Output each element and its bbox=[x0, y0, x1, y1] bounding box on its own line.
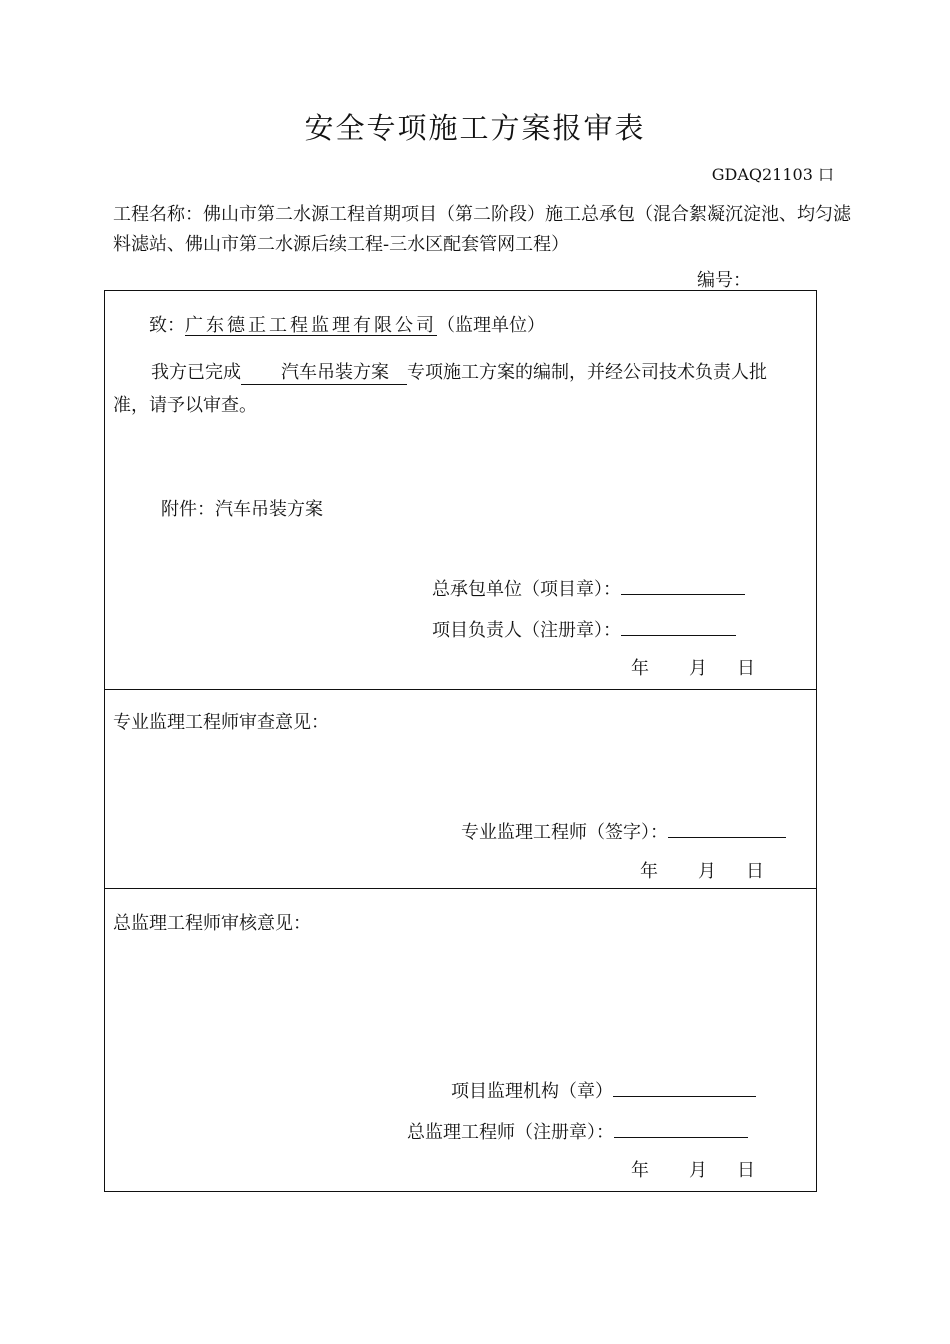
recipient-name: 广东德正工程监理有限公司 bbox=[185, 315, 437, 336]
project-label: 工程名称： bbox=[113, 204, 203, 225]
body-line1-suffix: 专项施工方案的编制，并经公司技术负责人批 bbox=[407, 362, 767, 383]
supervision-org-label: 项目监理机构（章） bbox=[451, 1081, 613, 1102]
contractor-seal-blank[interactable] bbox=[621, 576, 745, 595]
supervision-org-line bbox=[451, 1077, 756, 1103]
date-line-2 bbox=[640, 857, 764, 883]
form-code: GDAQ21103 口 bbox=[711, 165, 834, 184]
body-line-2: 准，请予以审查。 bbox=[113, 395, 257, 416]
contractor-label: 总承包单位（项目章）： bbox=[432, 579, 621, 600]
manager-seal-blank[interactable] bbox=[621, 617, 736, 636]
day-label: 日 bbox=[737, 658, 755, 679]
year-label: 年 bbox=[631, 658, 649, 679]
manager-seal-line bbox=[432, 616, 736, 642]
chief-review-heading: 总监理工程师审核意见： bbox=[113, 913, 311, 934]
engineer-review-heading: 专业监理工程师审查意见： bbox=[113, 712, 329, 733]
date-line-3 bbox=[631, 1156, 755, 1182]
body-prefix: 我方已完成 bbox=[151, 362, 241, 383]
chief-sign-line bbox=[407, 1118, 748, 1144]
engineer-review-section bbox=[104, 689, 817, 889]
month-label: 月 bbox=[689, 1160, 707, 1181]
recipient-suffix: （监理单位） bbox=[437, 315, 545, 336]
month-label: 月 bbox=[689, 658, 707, 679]
body-line-1 bbox=[151, 358, 767, 385]
number-label: 编号： bbox=[697, 270, 751, 291]
project-name: 佛山市第二水源工程首期项目（第二阶段）施工总承包（混合絮凝沉淀池、均匀滤料滤站、佛山市第二水源后续工程-三水区配套管网工程） bbox=[113, 204, 851, 255]
project-name-line bbox=[113, 200, 853, 260]
recipient-line bbox=[149, 311, 545, 337]
manager-label: 项目负责人（注册章）： bbox=[432, 620, 621, 641]
year-label: 年 bbox=[631, 1160, 649, 1181]
chief-sign-label: 总监理工程师（注册章）： bbox=[407, 1122, 614, 1143]
engineer-sign-label: 专业监理工程师（签字）： bbox=[461, 822, 668, 843]
to-label: 致： bbox=[149, 315, 185, 336]
attachment-line bbox=[161, 495, 323, 521]
engineer-sign-blank[interactable] bbox=[668, 819, 786, 838]
year-label: 年 bbox=[640, 861, 658, 882]
chief-review-section bbox=[104, 888, 817, 1192]
date-line-1 bbox=[631, 654, 755, 680]
form-title: 安全专项施工方案报审表 bbox=[304, 111, 646, 145]
attachment-label: 附件： bbox=[161, 499, 215, 520]
chief-sign-blank[interactable] bbox=[614, 1119, 748, 1138]
day-label: 日 bbox=[737, 1160, 755, 1181]
engineer-sign-line bbox=[461, 818, 786, 844]
contractor-seal-line bbox=[432, 575, 745, 601]
day-label: 日 bbox=[746, 861, 764, 882]
submission-section bbox=[104, 290, 817, 690]
month-label: 月 bbox=[698, 861, 716, 882]
attachment-name: 汽车吊装方案 bbox=[215, 499, 323, 520]
plan-name: 汽车吊装方案 bbox=[241, 358, 407, 385]
supervision-org-blank[interactable] bbox=[613, 1078, 756, 1097]
